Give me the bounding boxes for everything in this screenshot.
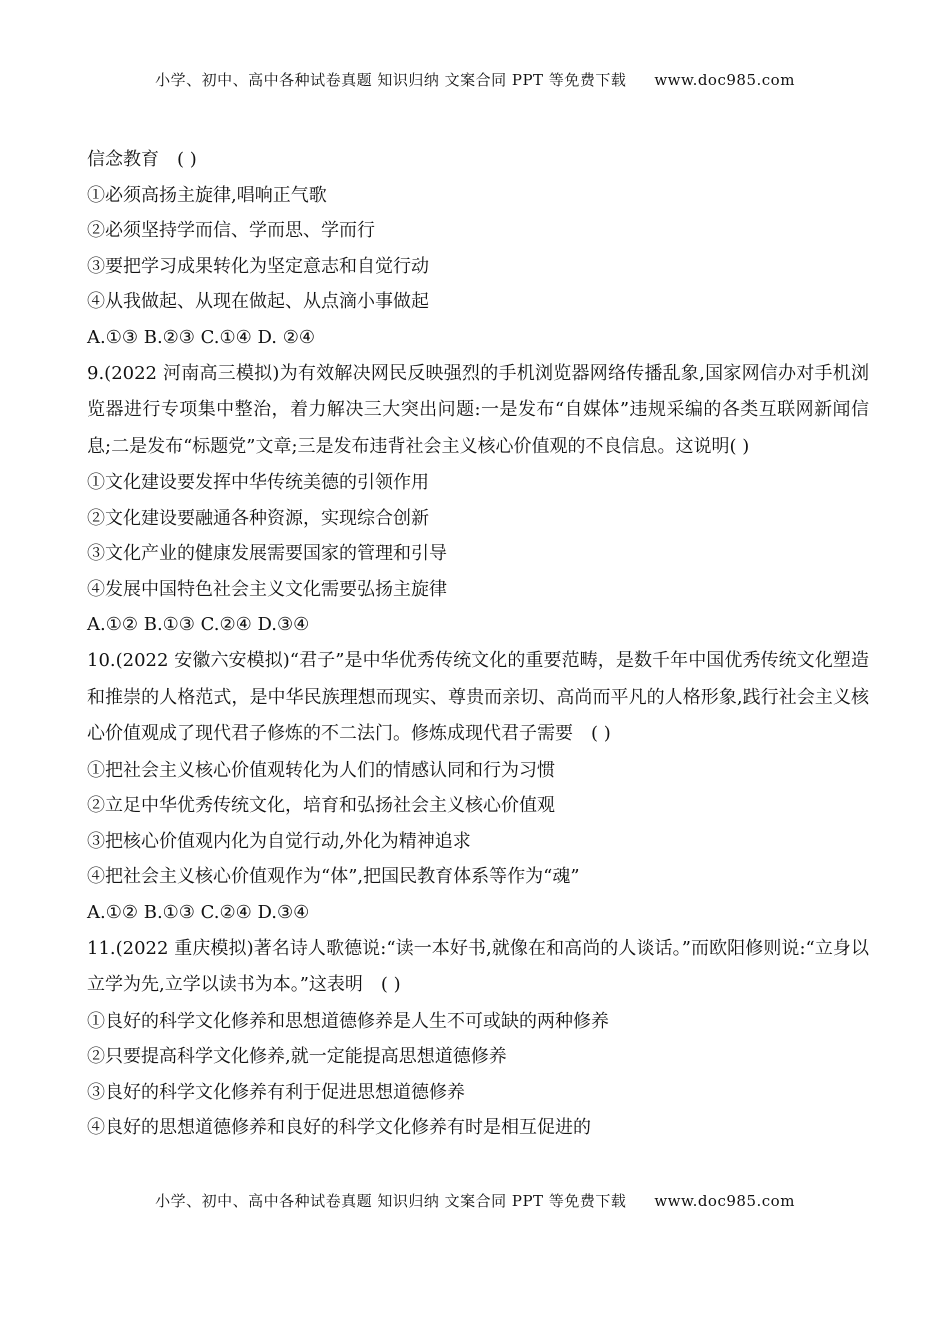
q11-option-2: ②只要提高科学文化修养,就一定能提高思想道德修养 (87, 1046, 507, 1068)
q10-option-1: ①把社会主义核心价值观转化为人们的情感认同和行为习惯 (87, 759, 555, 781)
header-text: 小学、初中、高中各种试卷真题 知识归纳 文案合同 PPT 等免费下载 (155, 71, 627, 89)
question-11: 11.(2022 重庆模拟)著名诗人歌德说:“读一本好书,就像在和高尚的人谈话。”而欧阳修则说:“立身以立学为先,立学以读书为本。”这表明 ( ) (87, 937, 869, 995)
page-header (0, 69, 950, 90)
option-3: ③要把学习成果转化为坚定意志和自觉行动 (87, 255, 429, 277)
question-10: 10.(2022 安徽六安模拟)“君子”是中华优秀传统文化的重要范畴，是数千年中国优秀传统文化塑造和推崇的人格范式，是中华民族理想而现实、尊贵而亲切、高尚而平凡的人格形象,践行社会主义核心价值观成了现代君子修炼的不二法门。修炼成现代君子需要 ( ) (87, 650, 869, 745)
q10-answer-choices: A.①② B.①③ C.②④ D.③④ (87, 901, 310, 923)
q9-option-4: ④发展中国特色社会主义文化需要弘扬主旋律 (87, 578, 447, 600)
q9-answer-choices: A.①② B.①③ C.②④ D.③④ (87, 614, 310, 636)
q10-option-2: ②立足中华优秀传统文化，培育和弘扬社会主义核心价值观 (87, 795, 555, 817)
q9-option-1: ①文化建设要发挥中华传统美德的引领作用 (87, 472, 429, 494)
q9-option-2: ②文化建设要融通各种资源，实现综合创新 (87, 507, 429, 529)
header-site: www.doc985.com (654, 71, 795, 89)
q11-option-1: ①良好的科学文化修养和思想道德修养是人生不可或缺的两种修养 (87, 1010, 609, 1032)
footer-text: 小学、初中、高中各种试卷真题 知识归纳 文案合同 PPT 等免费下载 (155, 1192, 627, 1210)
answer-choices: A.①③ B.②③ C.①④ D. ②④ (87, 326, 316, 348)
option-1: ①必须高扬主旋律,唱响正气歌 (87, 184, 327, 206)
q11-option-4: ④良好的思想道德修养和良好的科学文化修养有时是相互促进的 (87, 1117, 591, 1139)
footer-site: www.doc985.com (654, 1192, 795, 1210)
page-footer (0, 1190, 950, 1211)
question-stem-tail: 信念教育 ( ) (87, 149, 197, 170)
q9-option-3: ③文化产业的健康发展需要国家的管理和引导 (87, 543, 447, 565)
option-2: ②必须坚持学而信、学而思、学而行 (87, 220, 375, 242)
q10-option-4: ④把社会主义核心价值观作为“体”,把国民教育体系等作为“魂” (87, 866, 580, 888)
option-4: ④从我做起、从现在做起、从点滴小事做起 (87, 291, 429, 313)
document-body (87, 142, 869, 1146)
q10-option-3: ③把核心价值观内化为自觉行动,外化为精神追求 (87, 830, 471, 852)
q11-option-3: ③良好的科学文化修养有利于促进思想道德修养 (87, 1081, 465, 1103)
question-9: 9.(2022 河南高三模拟)为有效解决网民反映强烈的手机浏览器网络传播乱象,国家网信办对手机浏览器进行专项集中整治，着力解决三大突出问题:一是发布“自媒体”违规采编的各类互联网新闻信息;二是发布“标题党”文章;三是发布违背社会主义核心价值观的不良信息。这说明( ) (87, 362, 869, 457)
